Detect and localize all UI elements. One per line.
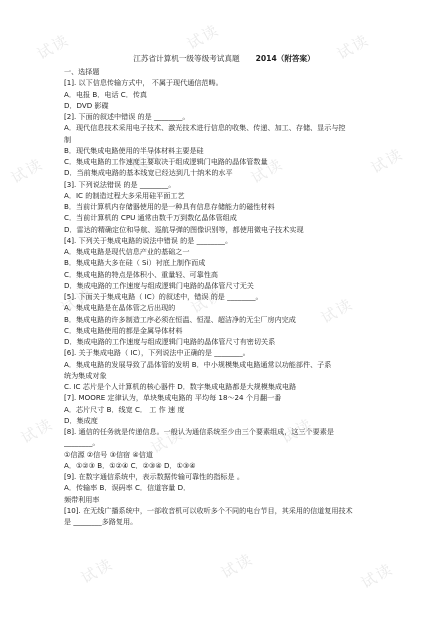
text-line: D．雷达的精确定位和导航、巡航导弹的图像识别等，都使用微电子技术实现: [64, 224, 304, 234]
text-line: A．传输率 B．误码率 C．信道容量 D．: [64, 483, 191, 493]
watermark: 试读: [318, 294, 357, 328]
watermark: 试读: [248, 154, 287, 188]
watermark: 试读: [368, 144, 407, 178]
watermark: 试读: [8, 154, 47, 188]
text-line: C．集成电路的特点是体积小、重量轻、可靠性高: [64, 269, 218, 279]
text-line: [8]. 通信的任务就是传递信息。一般认为通信系统至少由三个要素组成，这三个要素是: [64, 427, 334, 436]
watermark: 试读: [128, 144, 167, 178]
watermark: 试读: [358, 559, 397, 593]
text-line: C．当前计算机的 CPU 通常由数千万到数亿晶体管组成: [64, 213, 237, 223]
text-line: A．IC 的制造过程大多采用硅平面工艺: [64, 190, 185, 200]
text-line: D．集成电路的工作速度与组成逻辑门电路的晶体管尺寸无关: [64, 280, 254, 290]
watermark: 试读: [18, 414, 57, 448]
text-line: A．集成电路的发展导致了晶体管的发明 B．中小规模集成电路通常以功能部件、子系: [64, 359, 332, 369]
text-line: D．当前集成电路的基本线宽已经达到几十纳米的水平: [64, 168, 233, 178]
text-line: 制: [64, 134, 72, 144]
text-line: C．集成电路的工作速度主要取决于组成逻辑门电路的晶体管数量: [64, 157, 268, 166]
text-line: ①信源 ②信号 ③信宿 ④信道: [64, 449, 153, 459]
watermark: 试读: [188, 284, 227, 318]
text-line: 统为集成对象: [64, 370, 107, 380]
text-line: C. IC 芯片是个人计算机的核心器件 D．数字集成电路都是大规模集成电路: [64, 382, 297, 391]
text-line: A．集成电路是现代信息产业的基础之一: [64, 247, 190, 256]
text-line: [3]. 下列说法错误 的是 ________。: [64, 179, 176, 189]
text-line: B．现代集成电路使用的半导体材料主要是硅: [64, 145, 204, 155]
text-line: C．集成电路使用的都是金属导体材料: [64, 325, 183, 335]
title-year: 2014（附答案）: [255, 54, 315, 63]
watermark: 试读: [218, 549, 257, 583]
watermark: 试读: [78, 554, 117, 588]
text-line: D．DVD 影碟: [64, 100, 109, 110]
watermark: 试读: [334, 30, 373, 64]
text-line: A．集成电路是在晶体管之后出现的: [64, 303, 176, 313]
text-line: A．①②③ B．①②④ C．②③④ D．①③④: [64, 460, 196, 470]
text-line: 频带利用率: [64, 494, 100, 504]
watermark: 试读: [34, 30, 73, 64]
text-line: D．集成电路的工作速度与组成逻辑门电路的晶体管尺寸有密切关系: [64, 337, 276, 346]
text-line: D．集成度: [64, 415, 98, 425]
text-line: 是 ________多路复用。: [64, 517, 138, 526]
text-line: [1]. 以下信息传输方式中， 不属于现代通信范畴。: [64, 78, 223, 88]
text-line: A．现代信息技术采用电子技术、激光技术进行信息的收集、传递、加工、存储、显示与控: [64, 123, 346, 133]
text-line: [6]. 关于集成电路（ IC），下列说法中正确的是 ________。: [64, 348, 250, 358]
watermark: 试读: [278, 414, 317, 448]
text-line: [9]. 在数字通信系统中，表示数据传输可靠性的指标是 。: [64, 472, 244, 481]
document-body: [64, 52, 384, 527]
text-line: [5]. 下面关于集成电路（ IC）的叙述中，错误 的是 ________。: [64, 292, 263, 301]
text-line: [2]. 下面的叙述中错误 的是 ________。: [64, 112, 190, 121]
text-line: [4]. 下列关于集成电路的说法中错误 的是 ________。: [64, 235, 233, 245]
watermark: 试读: [148, 424, 187, 458]
text-line: [7]. MOORE 定律认为，单块集成电路的 平均每 18～24 个月翻一番: [64, 393, 282, 403]
text-line: [10]. 在无线广播系统中，一部收音机可以收听多个不同的电台节目，其采用的信道复用技术: [64, 505, 353, 515]
watermark: 试读: [58, 284, 97, 318]
watermark: 试读: [184, 20, 223, 54]
title-text: 江苏省计算机一级等级考试真题: [133, 54, 240, 63]
text-line: A．芯片尺寸 B．线宽 C． 工 作 速 度: [64, 404, 185, 414]
text-line: ________。: [64, 438, 100, 448]
text-line: B．当前计算机内存储器使用的是一种具有信息存储能力的磁性材料: [64, 202, 275, 211]
text-line: B．集成电路的许多制造工序必须在恒温、恒湿、超洁净的无尘厂房内完成: [64, 314, 296, 324]
text-line: B．集成电路大多在硅（ Si）衬底上制作而成: [64, 258, 206, 268]
text-line: A．电报 B．电话 C．传真: [64, 89, 148, 99]
text-line: 一、选择题: [64, 67, 100, 76]
question-lines: [64, 66, 384, 527]
document-title: [64, 52, 384, 66]
